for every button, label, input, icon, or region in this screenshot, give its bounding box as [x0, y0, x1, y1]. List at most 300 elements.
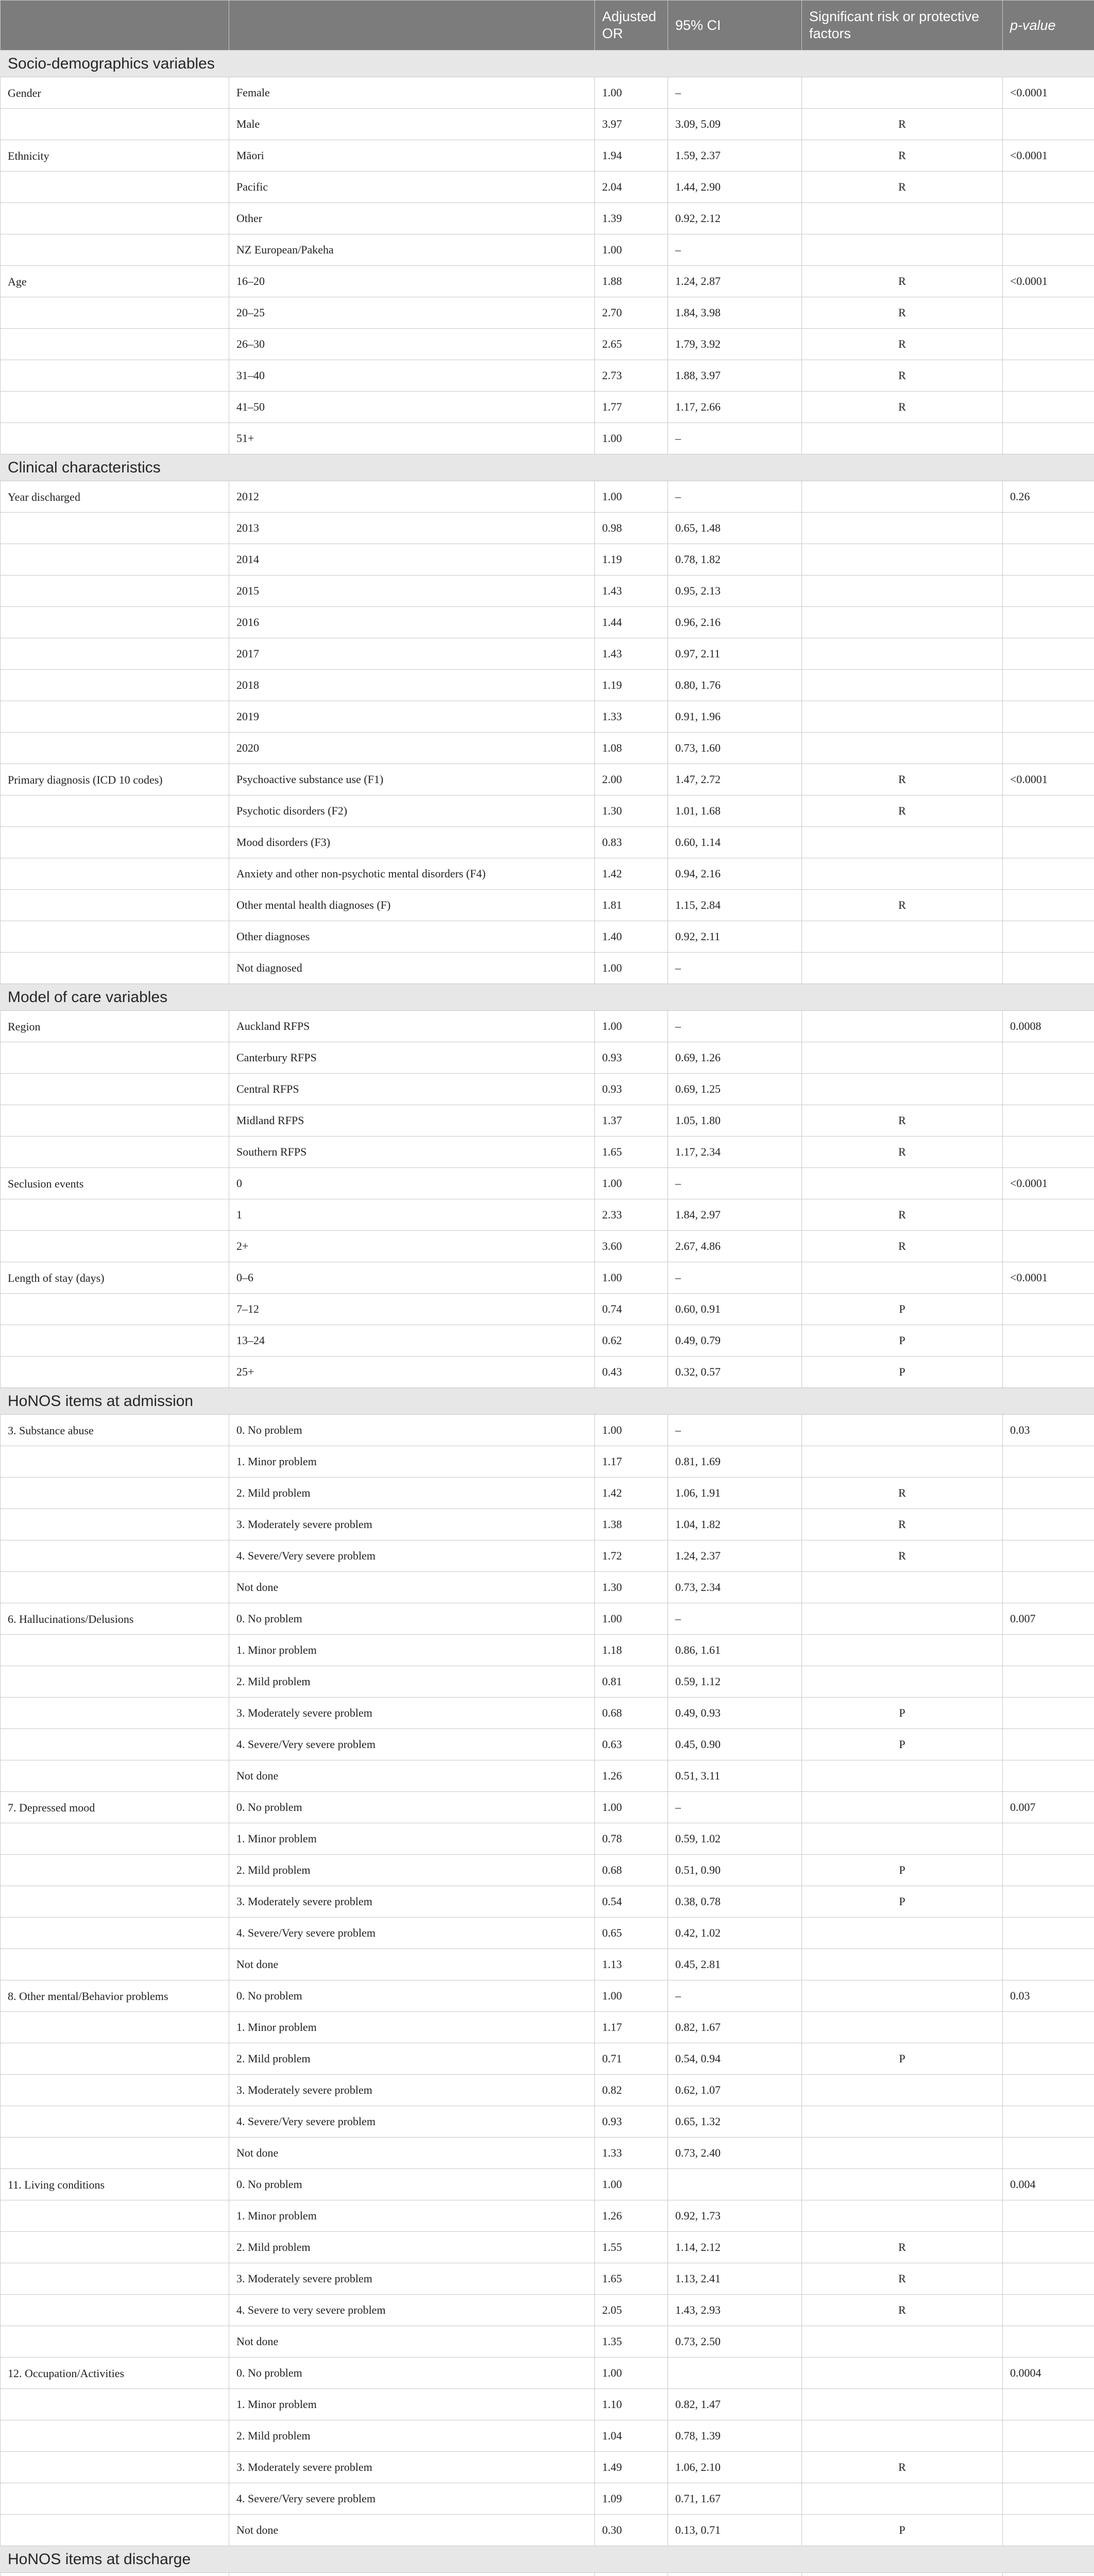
category-cell: 0 — [229, 1168, 595, 1199]
variable-cell — [1, 795, 229, 827]
ci-cell: 1.17, 2.66 — [668, 392, 802, 423]
variable-cell — [1, 423, 229, 454]
table-row — [1, 1199, 1094, 1231]
category-cell: 0. No problem — [229, 1980, 595, 2012]
p-value-cell — [1003, 1540, 1094, 1572]
adjusted-or-cell: 1.81 — [595, 890, 668, 921]
adjusted-or-cell: 1.55 — [595, 2232, 668, 2263]
ci-cell: 0.60, 1.14 — [668, 827, 802, 858]
adjusted-or-cell: 1.49 — [595, 2452, 668, 2483]
p-value-cell — [1003, 1760, 1094, 1792]
p-value-cell — [1003, 1635, 1094, 1666]
ci-cell: 0.42, 1.02 — [668, 1918, 802, 1949]
table-row — [1, 607, 1094, 638]
table-row — [1, 297, 1094, 329]
category-cell: 2. Mild problem — [229, 2043, 595, 2075]
p-value-cell: 0.03 — [1003, 1415, 1094, 1446]
category-cell: 31–40 — [229, 360, 595, 392]
adjusted-or-cell: 1.19 — [595, 544, 668, 575]
table-row — [1, 1886, 1094, 1918]
header-category — [229, 1, 595, 50]
significance-cell — [802, 1415, 1003, 1446]
significance-cell — [802, 733, 1003, 764]
table-row — [1, 1572, 1094, 1603]
ci-cell: 0.51, 3.11 — [668, 1760, 802, 1792]
table-row — [1, 2106, 1094, 2138]
variable-cell — [1, 921, 229, 953]
ci-cell: – — [668, 1415, 802, 1446]
p-value-cell — [1003, 1357, 1094, 1388]
ci-cell: 1.79, 3.92 — [668, 329, 802, 360]
category-cell: 1. Minor problem — [229, 1635, 595, 1666]
adjusted-or-cell: 1.30 — [595, 795, 668, 827]
table-row — [1, 2573, 1094, 2576]
table-row — [1, 890, 1094, 921]
adjusted-or-cell: 0.82 — [595, 2075, 668, 2106]
ci-cell: – — [668, 1792, 802, 1823]
adjusted-or-cell: 1.33 — [595, 2138, 668, 2169]
ci-cell: – — [668, 1603, 802, 1635]
significance-cell — [802, 203, 1003, 234]
p-value-cell — [1003, 638, 1094, 670]
p-value-cell — [1003, 1199, 1094, 1231]
variable-cell: 8. Other mental/Behavior problems — [1, 1980, 229, 2012]
variable-cell — [1, 2420, 229, 2452]
significance-cell: R — [802, 795, 1003, 827]
category-cell: 2. Mild problem — [229, 1666, 595, 1698]
p-value-cell — [1003, 297, 1094, 329]
significance-cell — [802, 2169, 1003, 2200]
ci-cell — [668, 2358, 802, 2389]
ci-cell: – — [668, 77, 802, 109]
significance-cell: P — [802, 1325, 1003, 1357]
significance-cell — [802, 1949, 1003, 1980]
ci-cell: 0.91, 1.96 — [668, 701, 802, 733]
category-cell: Other mental health diagnoses (F) — [229, 890, 595, 921]
p-value-cell — [1003, 2200, 1094, 2232]
variable-cell: Ethnicity — [1, 140, 229, 172]
p-value-cell — [1003, 329, 1094, 360]
significance-cell: R — [802, 1105, 1003, 1137]
ci-cell: 0.97, 2.11 — [668, 638, 802, 670]
p-value-cell — [1003, 1509, 1094, 1540]
adjusted-or-cell: 3.60 — [595, 1231, 668, 1262]
table-row — [1, 2326, 1094, 2358]
variable-cell — [1, 1074, 229, 1105]
ci-cell: 0.81, 1.69 — [668, 1446, 802, 1478]
variable-cell — [1, 1698, 229, 1729]
table-row — [1, 360, 1094, 392]
ci-cell: 0.45, 0.90 — [668, 1729, 802, 1760]
adjusted-or-cell: 1.39 — [595, 203, 668, 234]
variable-cell — [1, 1823, 229, 1855]
variable-cell — [1, 1918, 229, 1949]
variable-cell — [1, 1199, 229, 1231]
significance-cell — [802, 2075, 1003, 2106]
variable-cell — [1, 1325, 229, 1357]
significance-cell: R — [802, 1231, 1003, 1262]
p-value-cell — [1003, 575, 1094, 607]
variable-cell — [1, 2326, 229, 2358]
table-row — [1, 1137, 1094, 1168]
table-row — [1, 1509, 1094, 1540]
significance-cell: R — [802, 172, 1003, 203]
section-header-row — [1, 1388, 1094, 1415]
ci-cell: 0.65, 1.32 — [668, 2106, 802, 2138]
category-cell: 3. Moderately severe problem — [229, 1698, 595, 1729]
variable-cell: Year discharged — [1, 481, 229, 513]
adjusted-or-cell: 0.30 — [595, 2515, 668, 2546]
category-cell: Midland RFPS — [229, 1105, 595, 1137]
ci-cell: 0.45, 2.81 — [668, 1949, 802, 1980]
table-row — [1, 2012, 1094, 2043]
category-cell: Auckland RFPS — [229, 1011, 595, 1042]
ci-cell: – — [668, 423, 802, 454]
significance-cell: R — [802, 1199, 1003, 1231]
adjusted-or-cell: 0.93 — [595, 2106, 668, 2138]
adjusted-or-cell: 1.00 — [595, 953, 668, 984]
significance-cell — [802, 1666, 1003, 1698]
significance-cell — [802, 1980, 1003, 2012]
adjusted-or-cell — [595, 2573, 668, 2576]
category-cell: Southern RFPS — [229, 1137, 595, 1168]
variable-cell — [1, 575, 229, 607]
variable-cell — [1, 2043, 229, 2075]
category-cell: Not done — [229, 2326, 595, 2358]
variable-cell — [1, 234, 229, 266]
adjusted-or-cell: 1.17 — [595, 2012, 668, 2043]
ci-cell: 0.73, 1.60 — [668, 733, 802, 764]
category-cell: 51+ — [229, 423, 595, 454]
variable-cell — [1, 827, 229, 858]
p-value-cell — [1003, 1572, 1094, 1603]
variable-cell — [1, 1231, 229, 1262]
significance-cell: P — [802, 2043, 1003, 2075]
table-row — [1, 1074, 1094, 1105]
significance-cell: R — [802, 109, 1003, 140]
ci-cell — [668, 2573, 802, 2576]
category-cell: Pacific — [229, 172, 595, 203]
ci-cell: 1.47, 2.72 — [668, 764, 802, 795]
significance-cell — [802, 921, 1003, 953]
significance-cell — [802, 1635, 1003, 1666]
significance-cell — [802, 2358, 1003, 2389]
adjusted-or-cell: 1.30 — [595, 1572, 668, 1603]
adjusted-or-cell: 1.00 — [595, 234, 668, 266]
variable-cell — [1, 2138, 229, 2169]
variable-cell — [1, 513, 229, 544]
p-value-cell — [1003, 2012, 1094, 2043]
section-title: Clinical characteristics — [1, 454, 1094, 481]
variable-cell — [1, 544, 229, 575]
ci-cell: 1.14, 2.12 — [668, 2232, 802, 2263]
table-row — [1, 1105, 1094, 1137]
category-cell: 2018 — [229, 670, 595, 701]
variable-cell — [1, 607, 229, 638]
adjusted-or-cell: 1.26 — [595, 2200, 668, 2232]
table-row — [1, 234, 1094, 266]
p-value-cell: 0.26 — [1003, 481, 1094, 513]
category-cell: 7–12 — [229, 1294, 595, 1325]
variable-cell — [1, 172, 229, 203]
adjusted-or-cell: 0.71 — [595, 2043, 668, 2075]
variable-cell — [1, 1760, 229, 1792]
adjusted-or-cell: 1.04 — [595, 2420, 668, 2452]
p-value-cell — [1003, 1823, 1094, 1855]
p-value-cell — [1003, 1478, 1094, 1509]
significance-cell: R — [802, 764, 1003, 795]
p-value-cell: 0.007 — [1003, 1792, 1094, 1823]
table-row — [1, 172, 1094, 203]
p-value-cell — [1003, 670, 1094, 701]
variable-cell — [1, 1855, 229, 1886]
table-row — [1, 764, 1094, 795]
variable-cell — [1, 1478, 229, 1509]
significance-cell: P — [802, 1698, 1003, 1729]
table-row — [1, 2389, 1094, 2420]
adjusted-or-cell: 0.74 — [595, 1294, 668, 1325]
adjusted-or-cell: 2.33 — [595, 1199, 668, 1231]
adjusted-or-cell: 1.10 — [595, 2389, 668, 2420]
p-value-cell — [1003, 1918, 1094, 1949]
ci-cell: 1.06, 1.91 — [668, 1478, 802, 1509]
table-row — [1, 921, 1094, 953]
p-value-cell — [1003, 701, 1094, 733]
category-cell: 1 — [229, 1199, 595, 1231]
variable-cell — [1, 1729, 229, 1760]
p-value-cell — [1003, 360, 1094, 392]
ci-cell: 1.15, 2.84 — [668, 890, 802, 921]
adjusted-or-cell: 2.73 — [595, 360, 668, 392]
variable-cell — [1, 2389, 229, 2420]
category-cell: Not diagnosed — [229, 953, 595, 984]
adjusted-or-cell: 1.00 — [595, 1792, 668, 1823]
adjusted-or-cell: 0.93 — [595, 1042, 668, 1074]
adjusted-or-cell: 1.42 — [595, 1478, 668, 1509]
p-value-cell: 0.0008 — [1003, 1011, 1094, 1042]
p-value-cell — [1003, 1294, 1094, 1325]
ci-cell: 1.84, 3.98 — [668, 297, 802, 329]
table-row — [1, 1042, 1094, 1074]
variable-cell — [1, 670, 229, 701]
adjusted-or-cell: 0.62 — [595, 1325, 668, 1357]
table-row — [1, 329, 1094, 360]
significance-cell — [802, 2573, 1003, 2576]
variable-cell — [1, 1042, 229, 1074]
significance-cell: R — [802, 360, 1003, 392]
p-value-cell: 0.03 — [1003, 1980, 1094, 2012]
section-title: Socio-demographics variables — [1, 50, 1094, 77]
p-value-cell: <0.0001 — [1003, 140, 1094, 172]
category-cell: 3. Moderately severe problem — [229, 2263, 595, 2295]
p-value-cell: <0.0001 — [1003, 1262, 1094, 1294]
significance-cell: P — [802, 1886, 1003, 1918]
adjusted-or-cell: 1.44 — [595, 607, 668, 638]
significance-cell: R — [802, 1478, 1003, 1509]
ci-cell: 0.60, 0.91 — [668, 1294, 802, 1325]
ci-cell: – — [668, 1168, 802, 1199]
ci-cell: 0.38, 0.78 — [668, 1886, 802, 1918]
adjusted-or-cell: 1.00 — [595, 2169, 668, 2200]
adjusted-or-cell: 1.00 — [595, 77, 668, 109]
table-row — [1, 2483, 1094, 2515]
ci-cell: 0.13, 0.71 — [668, 2515, 802, 2546]
p-value-cell — [1003, 1666, 1094, 1698]
category-cell: 25+ — [229, 1357, 595, 1388]
table-row — [1, 638, 1094, 670]
variable-cell — [1, 2232, 229, 2263]
ci-cell: 1.43, 2.93 — [668, 2295, 802, 2326]
category-cell: 2. Mild problem — [229, 2420, 595, 2452]
significance-cell — [802, 1603, 1003, 1635]
section-title: HoNOS items at admission — [1, 1388, 1094, 1415]
table-row — [1, 2295, 1094, 2326]
adjusted-or-cell: 1.42 — [595, 858, 668, 890]
category-cell: NZ European/Pakeha — [229, 234, 595, 266]
ci-cell: 0.73, 2.34 — [668, 1572, 802, 1603]
category-cell: Psychotic disorders (F2) — [229, 795, 595, 827]
variable-cell — [1, 890, 229, 921]
adjusted-or-cell: 0.83 — [595, 827, 668, 858]
category-cell: 0. No problem — [229, 1792, 595, 1823]
category-cell: Psychoactive substance use (F1) — [229, 764, 595, 795]
adjusted-or-cell: 1.09 — [595, 2483, 668, 2515]
ci-cell: 0.78, 1.82 — [668, 544, 802, 575]
category-cell: Mood disorders (F3) — [229, 827, 595, 858]
significance-cell: R — [802, 266, 1003, 297]
adjusted-or-cell: 1.00 — [595, 1980, 668, 2012]
adjusted-or-cell: 1.00 — [595, 1011, 668, 1042]
table-row — [1, 1540, 1094, 1572]
p-value-cell: <0.0001 — [1003, 266, 1094, 297]
significance-cell: R — [802, 297, 1003, 329]
ci-cell: 0.94, 2.16 — [668, 858, 802, 890]
p-value-cell: <0.0001 — [1003, 1168, 1094, 1199]
variable-cell — [1, 1105, 229, 1137]
significance-cell: R — [802, 2452, 1003, 2483]
category-cell: 13–24 — [229, 1325, 595, 1357]
adjusted-or-cell: 1.38 — [595, 1509, 668, 1540]
adjusted-or-cell: 1.00 — [595, 2358, 668, 2389]
table-row — [1, 827, 1094, 858]
table-row — [1, 1949, 1094, 1980]
p-value-cell — [1003, 1105, 1094, 1137]
category-cell: Not done — [229, 1572, 595, 1603]
ci-cell: 0.51, 0.90 — [668, 1855, 802, 1886]
variable-cell — [1, 1540, 229, 1572]
table-row — [1, 1325, 1094, 1357]
table-row — [1, 266, 1094, 297]
category-cell: Other diagnoses — [229, 921, 595, 953]
ci-cell: 0.95, 2.13 — [668, 575, 802, 607]
table-row — [1, 544, 1094, 575]
p-value-cell — [1003, 109, 1094, 140]
ci-cell: 0.82, 1.47 — [668, 2389, 802, 2420]
significance-cell: P — [802, 1729, 1003, 1760]
category-cell: 4. Severe/Very severe problem — [229, 2483, 595, 2515]
p-value-cell — [1003, 2515, 1094, 2546]
table-row — [1, 1823, 1094, 1855]
significance-cell — [802, 2483, 1003, 2515]
significance-cell — [802, 1572, 1003, 1603]
significance-cell — [802, 234, 1003, 266]
category-cell: Male — [229, 109, 595, 140]
table-row — [1, 701, 1094, 733]
adjusted-or-cell: 0.68 — [595, 1698, 668, 1729]
category-cell: Anxiety and other non-psychotic mental disorders (F4) — [229, 858, 595, 890]
table-row — [1, 2515, 1094, 2546]
category-cell: Not done — [229, 1949, 595, 1980]
adjusted-or-cell: 1.35 — [595, 2326, 668, 2358]
significance-cell — [802, 1446, 1003, 1478]
table-row — [1, 575, 1094, 607]
table-row — [1, 1760, 1094, 1792]
variable-cell — [1, 1949, 229, 1980]
ci-cell: 0.86, 1.61 — [668, 1635, 802, 1666]
category-cell: 4. Severe/Very severe problem — [229, 1918, 595, 1949]
category-cell: Other — [229, 203, 595, 234]
p-value-cell — [1003, 392, 1094, 423]
significance-cell: R — [802, 2263, 1003, 2295]
significance-cell — [802, 1918, 1003, 1949]
header-p-value — [1003, 1, 1094, 50]
p-value-cell — [1003, 607, 1094, 638]
p-value-cell — [1003, 1042, 1094, 1074]
table-row — [1, 1635, 1094, 1666]
ci-cell: 1.24, 2.37 — [668, 1540, 802, 1572]
ci-cell — [668, 2169, 802, 2200]
p-value-cell — [1003, 1446, 1094, 1478]
variable-cell — [1, 2483, 229, 2515]
category-cell: Not done — [229, 2515, 595, 2546]
category-cell: 2013 — [229, 513, 595, 544]
variable-cell: 7. Depressed mood — [1, 1792, 229, 1823]
category-cell: Not done — [229, 1760, 595, 1792]
header-ci: 95% CI — [668, 1, 802, 50]
significance-cell — [802, 481, 1003, 513]
adjusted-or-cell: 1.37 — [595, 1105, 668, 1137]
significance-cell — [802, 2138, 1003, 2169]
p-value-cell — [1003, 953, 1094, 984]
adjusted-or-cell: 1.19 — [595, 670, 668, 701]
ci-cell: 0.62, 1.07 — [668, 2075, 802, 2106]
table-row — [1, 1792, 1094, 1823]
significance-cell — [802, 2420, 1003, 2452]
ci-cell: 0.54, 0.94 — [668, 2043, 802, 2075]
p-value-cell — [1003, 2452, 1094, 2483]
adjusted-or-cell: 1.65 — [595, 2263, 668, 2295]
variable-cell — [1, 360, 229, 392]
adjusted-or-cell: 1.65 — [595, 1137, 668, 1168]
category-cell: 3. Moderately severe problem — [229, 2075, 595, 2106]
category-cell: 0. No problem — [229, 1415, 595, 1446]
table-row — [1, 2043, 1094, 2075]
significance-cell: R — [802, 2295, 1003, 2326]
significance-cell: P — [802, 2515, 1003, 2546]
significance-cell: P — [802, 1855, 1003, 1886]
ci-cell: 0.32, 0.57 — [668, 1357, 802, 1388]
adjusted-or-cell: 0.93 — [595, 1074, 668, 1105]
variable-cell — [1, 1446, 229, 1478]
variable-cell: Age — [1, 266, 229, 297]
p-value-cell: <0.0001 — [1003, 77, 1094, 109]
category-cell: 3. Moderately severe problem — [229, 1509, 595, 1540]
table-row — [1, 392, 1094, 423]
category-cell: 2+ — [229, 1231, 595, 1262]
table-row — [1, 1011, 1094, 1042]
ci-cell: 3.09, 5.09 — [668, 109, 802, 140]
ci-cell: 1.44, 2.90 — [668, 172, 802, 203]
